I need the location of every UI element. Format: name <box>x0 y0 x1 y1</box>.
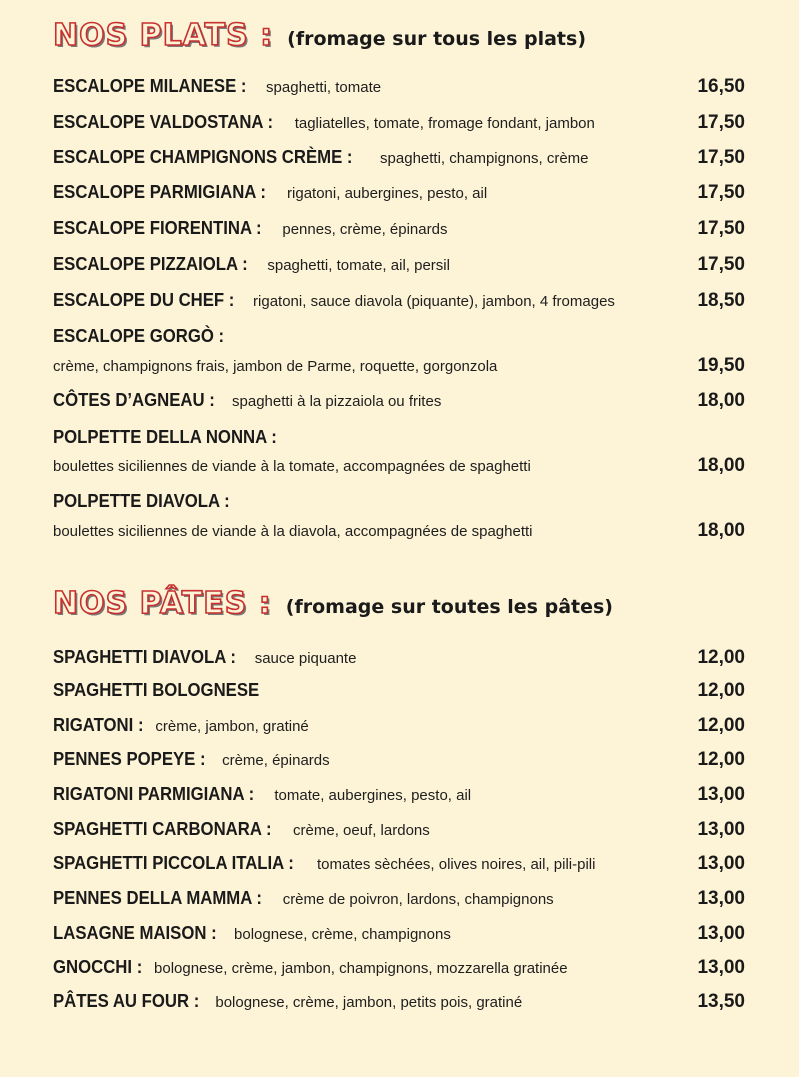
menu-item-pennes-della-mamma <box>53 884 745 914</box>
dish-price: 13,00 <box>697 853 745 874</box>
dish-description: spaghetti à la pizzaiola ou frites <box>232 393 442 410</box>
dish-name: POLPETTE DELLA NONNA : <box>53 427 277 447</box>
dish-name: RIGATONI PARMIGIANA : <box>53 784 255 804</box>
menu-item-escalope-champignons-creme <box>53 143 745 173</box>
dish-price: 17,50 <box>697 218 745 239</box>
section-subtitle-pates: (fromage sur toutes les pâtes) <box>285 596 613 618</box>
dish-description: crème, oeuf, lardons <box>293 822 430 839</box>
menu-item-gnocchi <box>53 953 745 983</box>
dish-price: 17,50 <box>697 147 745 168</box>
dish-price: 13,00 <box>697 888 745 909</box>
dish-name: CÔTES D’AGNEAU : <box>53 390 215 410</box>
dish-description: bolognese, crème, champignons <box>234 926 451 943</box>
dish-description: boulettes siciliennes de viande à la tomate, accompagnées de spaghetti <box>53 458 531 475</box>
section-subtitle-plats: (fromage sur tous les plats) <box>287 28 587 50</box>
dish-price: 16,50 <box>697 76 745 97</box>
dish-description: bolognese, crème, jambon, champignons, mozzarella gratinée <box>154 960 568 977</box>
dish-price: 13,50 <box>697 991 745 1012</box>
dish-name: PÂTES AU FOUR : <box>53 991 200 1011</box>
dish-description: spaghetti, champignons, crème <box>380 150 589 167</box>
section-header-plats <box>53 18 586 53</box>
menu-item-escalope-milanese <box>53 72 745 102</box>
dish-name: POLPETTE DIAVOLA : <box>53 491 230 511</box>
dish-description: pennes, crème, épinards <box>282 221 448 238</box>
menu-item-spaghetti-diavola <box>53 643 745 673</box>
dish-price: 17,50 <box>697 112 745 133</box>
menu-item-cotes-dagneau <box>53 386 745 416</box>
dish-price: 13,00 <box>697 957 745 978</box>
dish-name: SPAGHETTI DIAVOLA : <box>53 647 236 667</box>
menu-item-polpette-diavola-detail <box>53 516 745 546</box>
menu-item-lasagne-maison <box>53 919 745 949</box>
dish-description: tomates sèchées, olives noires, ail, pili-pili <box>317 856 596 873</box>
menu-item-pennes-popeye <box>53 745 745 775</box>
dish-price: 19,50 <box>697 355 745 376</box>
dish-description: tomate, aubergines, pesto, ail <box>274 787 472 804</box>
dish-price: 18,00 <box>697 520 745 541</box>
menu-item-rigatoni-parmigiana <box>53 780 745 810</box>
section-title-pates: NOS PÂTES : <box>53 586 272 621</box>
dish-price: 12,00 <box>697 715 745 736</box>
dish-price: 18,50 <box>697 290 745 311</box>
dish-description: bolognese, crème, jambon, petits pois, gratiné <box>215 994 523 1011</box>
section-header-pates <box>53 586 613 621</box>
dish-name: SPAGHETTI BOLOGNESE <box>53 680 260 700</box>
dish-name: PENNES POPEYE : <box>53 749 206 769</box>
menu-item-escalope-valdostana <box>53 108 745 138</box>
dish-name: ESCALOPE CHAMPIGNONS CRÈME : <box>53 147 353 167</box>
dish-name: SPAGHETTI PICCOLA ITALIA : <box>53 853 294 873</box>
dish-name: ESCALOPE FIORENTINA : <box>53 218 262 238</box>
menu-item-escalope-parmigiana <box>53 178 745 208</box>
menu-item-pates-au-four <box>53 987 745 1017</box>
menu-item-escalope-pizzaiola <box>53 250 745 280</box>
dish-name: ESCALOPE DU CHEF : <box>53 290 235 310</box>
section-title-plats: NOS PLATS : <box>53 18 274 53</box>
dish-price: 13,00 <box>697 784 745 805</box>
dish-price: 12,00 <box>697 749 745 770</box>
dish-description: spaghetti, tomate, ail, persil <box>267 257 450 274</box>
dish-name: GNOCCHI : <box>53 957 143 977</box>
menu-item-escalope-fiorentina <box>53 214 745 244</box>
menu-item-escalope-du-chef <box>53 286 745 316</box>
menu-item-rigatoni <box>53 711 745 741</box>
dish-name: RIGATONI : <box>53 715 144 735</box>
menu-item-spaghetti-bolognese <box>53 676 745 706</box>
dish-description: sauce piquante <box>254 650 357 667</box>
dish-price: 13,00 <box>697 923 745 944</box>
dish-name: PENNES DELLA MAMMA : <box>53 888 262 908</box>
dish-description: rigatoni, aubergines, pesto, ail <box>287 185 488 202</box>
dish-description: rigatoni, sauce diavola (piquante), jambon, 4 fromages <box>253 293 615 310</box>
menu-item-polpette-della-nonna-detail <box>53 451 745 481</box>
menu-item-spaghetti-piccola-italia <box>53 849 745 879</box>
dish-description: spaghetti, tomate <box>266 79 382 96</box>
dish-description: crème, jambon, gratiné <box>155 718 309 735</box>
dish-name: LASAGNE MAISON : <box>53 923 217 943</box>
dish-price: 18,00 <box>697 390 745 411</box>
menu-item-escalope-gorgo-detail <box>53 351 745 381</box>
dish-description: boulettes siciliennes de viande à la diavola, accompagnées de spaghetti <box>53 523 533 540</box>
dish-description: tagliatelles, tomate, fromage fondant, jambon <box>294 115 595 132</box>
dish-name: ESCALOPE VALDOSTANA : <box>53 112 274 132</box>
dish-price: 17,50 <box>697 182 745 203</box>
dish-name: SPAGHETTI CARBONARA : <box>53 819 272 839</box>
dish-price: 18,00 <box>697 455 745 476</box>
dish-description: crème, épinards <box>222 752 330 769</box>
menu-item-escalope-gorgo-title <box>53 321 745 351</box>
dish-price: 12,00 <box>697 680 745 701</box>
dish-price: 17,50 <box>697 254 745 275</box>
menu-item-spaghetti-carbonara <box>53 815 745 845</box>
dish-name: ESCALOPE GORGÒ : <box>53 326 225 346</box>
menu-item-polpette-diavola-title <box>53 486 745 516</box>
dish-price: 13,00 <box>697 819 745 840</box>
dish-name: ESCALOPE PIZZAIOLA : <box>53 254 248 274</box>
menu-item-polpette-della-nonna-title <box>53 422 745 452</box>
dish-description: crème, champignons frais, jambon de Parme, roquette, gorgonzola <box>53 358 498 375</box>
dish-description: crème de poivron, lardons, champignons <box>282 891 554 908</box>
dish-name: ESCALOPE MILANESE : <box>53 76 247 96</box>
dish-price: 12,00 <box>697 647 745 668</box>
dish-name: ESCALOPE PARMIGIANA : <box>53 182 266 202</box>
